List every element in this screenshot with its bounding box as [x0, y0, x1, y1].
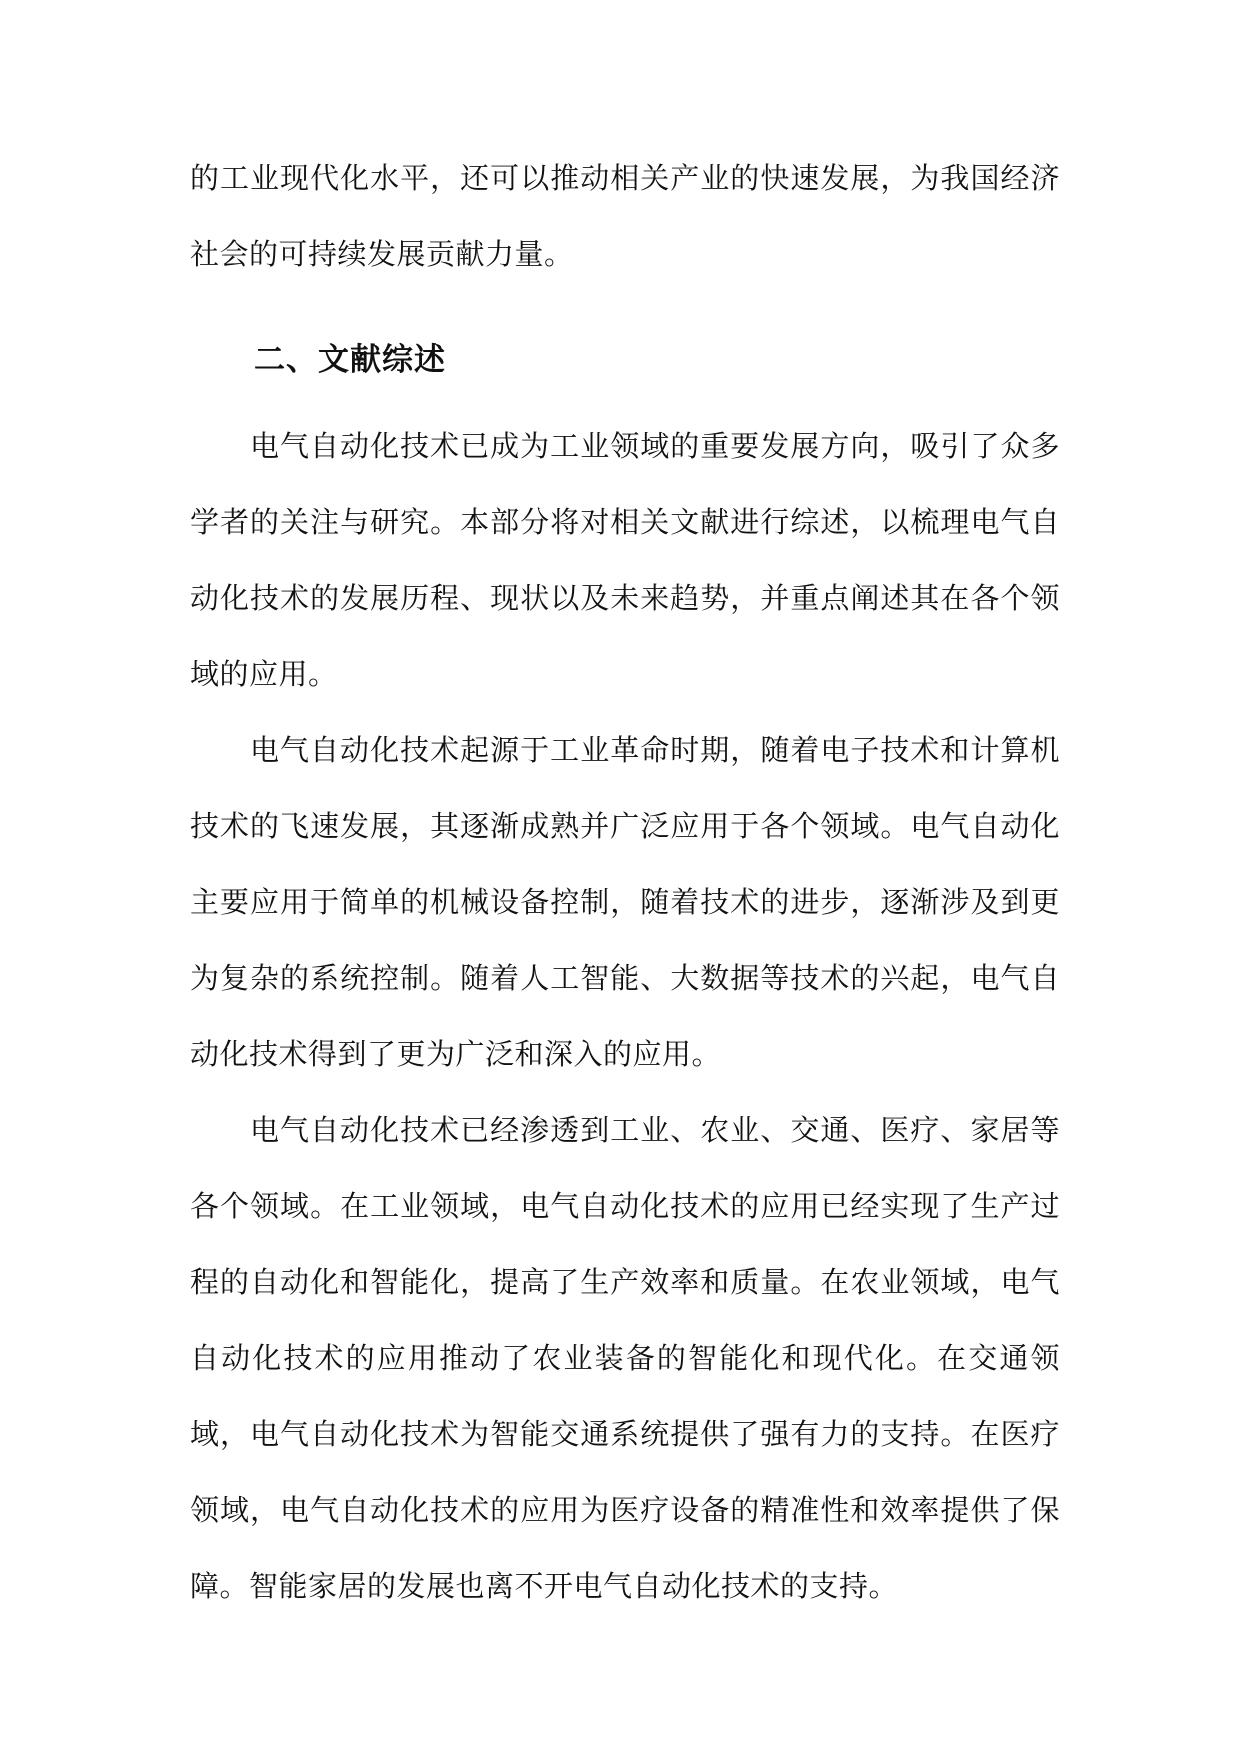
paragraph-applications: 电气自动化技术已经渗透到工业、农业、交通、医疗、家居等各个领域。在工业领域，电气自动化技术的应用已经实现了生产过程的自动化和智能化，提高了生产效率和质量。在农业领域，电气自动化技术的应用推动了农业装备的智能化和现代化。在交通领域，电气自动化技术为智能交通系统提供了强有力的支持。在医疗领域，电气自动化技术的应用为医疗设备的精准性和效率提供了保障。智能家居的发展也离不开电气自动化技术的支持。 [190, 1113, 1060, 1603]
section-heading: 二、文献综述 [254, 342, 446, 378]
paragraph-history: 电气自动化技术起源于工业革命时期，随着电子技术和计算机技术的飞速发展，其逐渐成熟并广泛应用于各个领域。电气自动化主要应用于简单的机械设备控制，随着技术的进步，逐渐涉及到更为复杂的系统控制。随着人工智能、大数据等技术的兴起，电气自动化技术得到了更为广泛和深入的应用。 [190, 733, 1060, 1071]
paragraph-literature-overview: 电气自动化技术已成为工业领域的重要发展方向，吸引了众多学者的关注与研究。本部分将对相关文献进行综述，以梳理电气自动化技术的发展历程、现状以及未来趋势，并重点阐述其在各个领域的应用。 [190, 429, 1060, 691]
continuation-paragraph: 的工业现代化水平，还可以推动相关产业的快速发展，为我国经济社会的可持续发展贡献力量。 [190, 161, 1060, 271]
document-page [190, 140, 1060, 1624]
